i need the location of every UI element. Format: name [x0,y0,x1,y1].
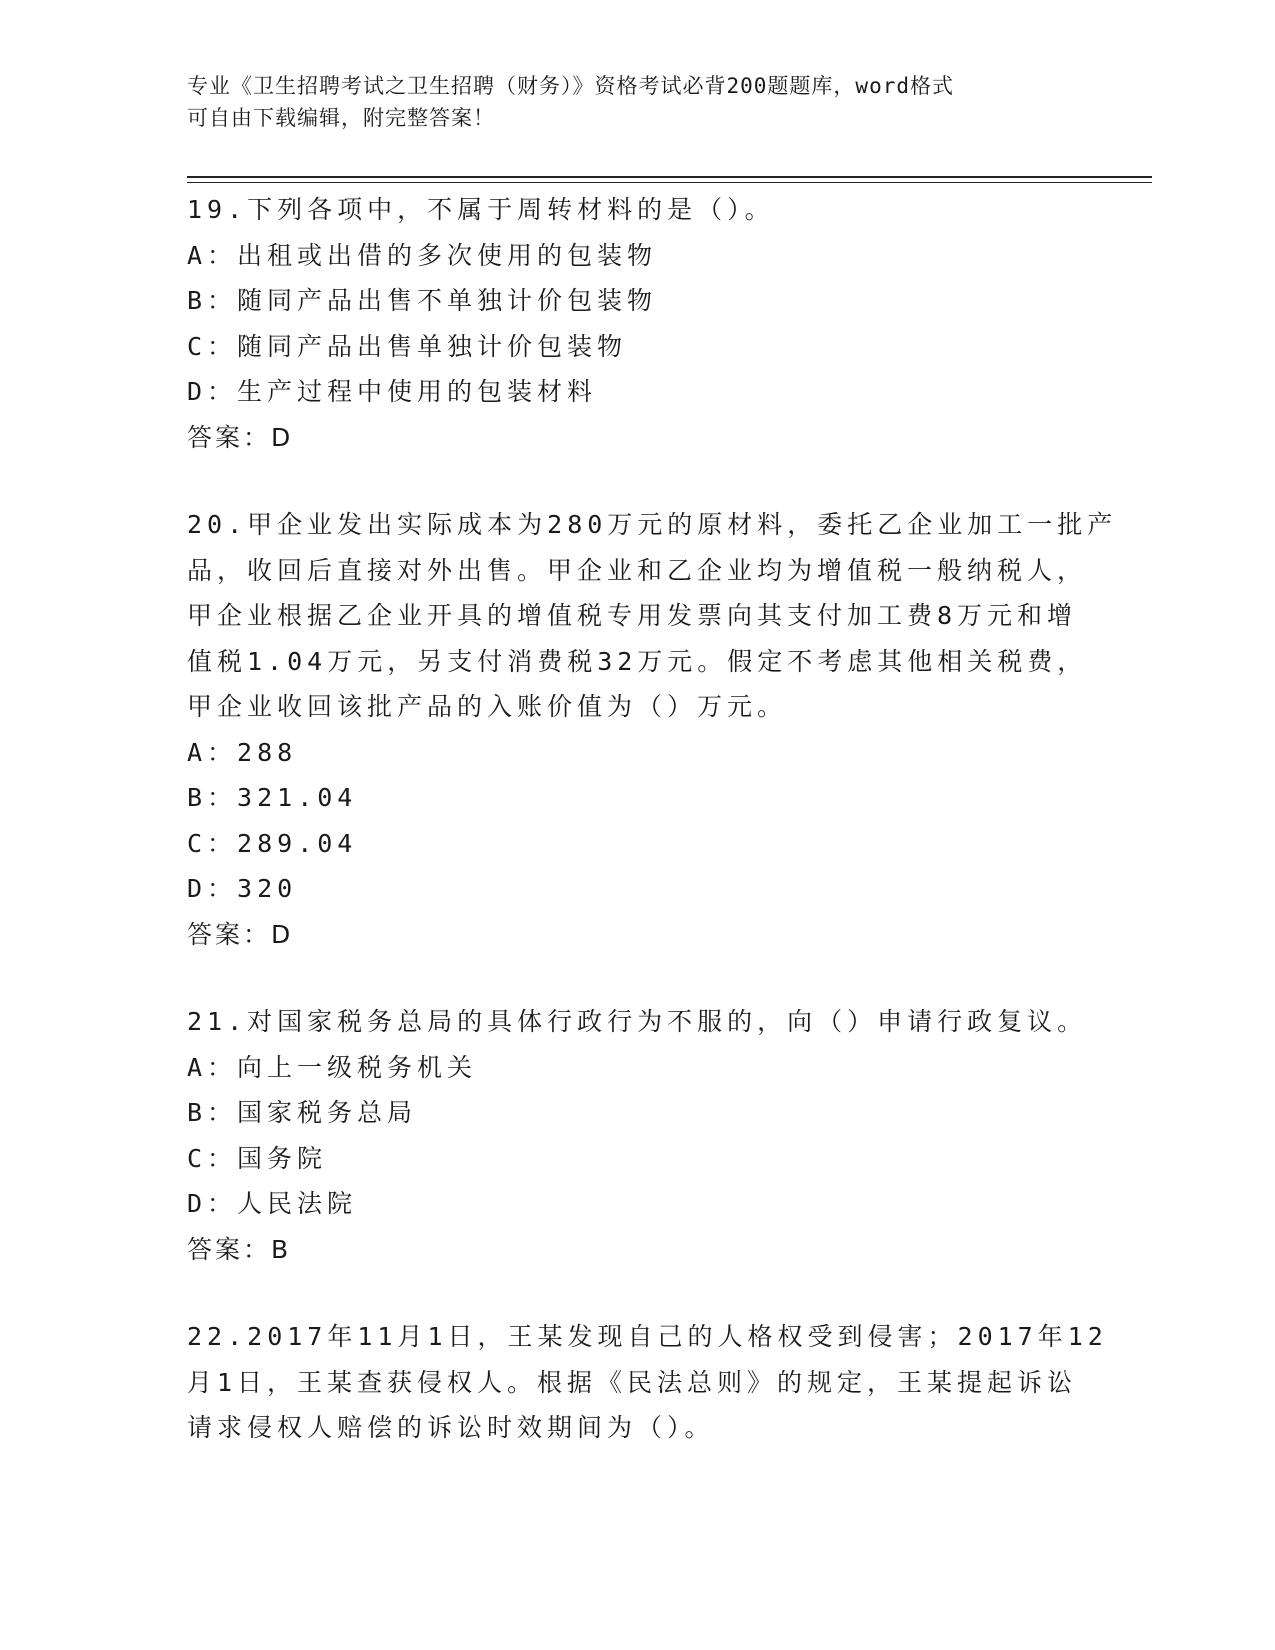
answer-option: A：288 [187,737,298,767]
document-header [187,70,1087,134]
answer-option: A：向上一级税务机关 [187,1052,478,1082]
answer-option: D：320 [187,874,298,903]
question-stem-line: 20.甲企业发出实际成本为280万元的原材料，委托乙企业加工一批产 [187,510,1118,539]
question-stem-line: 月1日，王某查获侵权人。根据《民法总则》的规定，王某提起诉讼 [187,1367,1078,1397]
question-block [187,502,1118,957]
header-rule-thick [187,176,1152,178]
question-list [187,187,1118,1493]
correct-answer: 答案：B [187,1234,292,1264]
answer-option: C：国务院 [187,1143,328,1173]
answer-option: B：随同产品出售不单独计价包装物 [187,286,658,315]
question-stem-line: 品，收回后直接对外出售。甲企业和乙企业均为增值税一般纳税人， [187,555,1088,585]
correct-answer: 答案：D [187,919,294,949]
header-rule-thin [187,182,1152,183]
question-stem-line: 请求侵权人赔偿的诉讼时效期间为（）。 [187,1413,715,1442]
correct-answer: 答案：D [187,422,294,452]
question-stem-line: 甲企业根据乙企业开具的增值税专用发票向其支付加工费8万元和增 [187,601,1078,630]
answer-option: A：出租或出借的多次使用的包装物 [187,240,658,270]
answer-option: B：国家税务总局 [187,1098,418,1127]
question-stem [187,999,1087,1045]
header-line-1: 专业《卫生招聘考试之卫生招聘（财务）》资格考试必背200题题库，word格式 [187,74,954,98]
answer-option: D：人民法院 [187,1189,358,1218]
question-block [187,999,1087,1272]
question-stem-line: 甲企业收回该批产品的入账价值为（）万元。 [187,692,788,721]
answer-option: C：289.04 [187,828,358,858]
question-stem-line: 值税1.04万元，另支付消费税32万元。假定不考虑其他相关税费， [187,646,1088,676]
answer-option: C：随同产品出售单独计价包装物 [187,331,628,361]
question-stem [187,187,1087,233]
question-block [187,187,1087,460]
question-stem-line: 19.下列各项中，不属于周转材料的是（）。 [187,195,775,224]
answer-option: D：生产过程中使用的包装材料 [187,377,598,406]
answer-option: B：321.04 [187,783,358,812]
question-stem-line: 22.2017年11月1日，王某发现自己的人格权受到侵害；2017年12 [187,1322,1108,1351]
question-stem [187,1314,1108,1451]
question-block [187,1314,1108,1451]
header-line-2: 可自由下载编辑，附完整答案！ [187,106,495,130]
question-stem [187,502,1118,730]
question-stem-line: 21.对国家税务总局的具体行政行为不服的，向（）申请行政复议。 [187,1007,1088,1036]
